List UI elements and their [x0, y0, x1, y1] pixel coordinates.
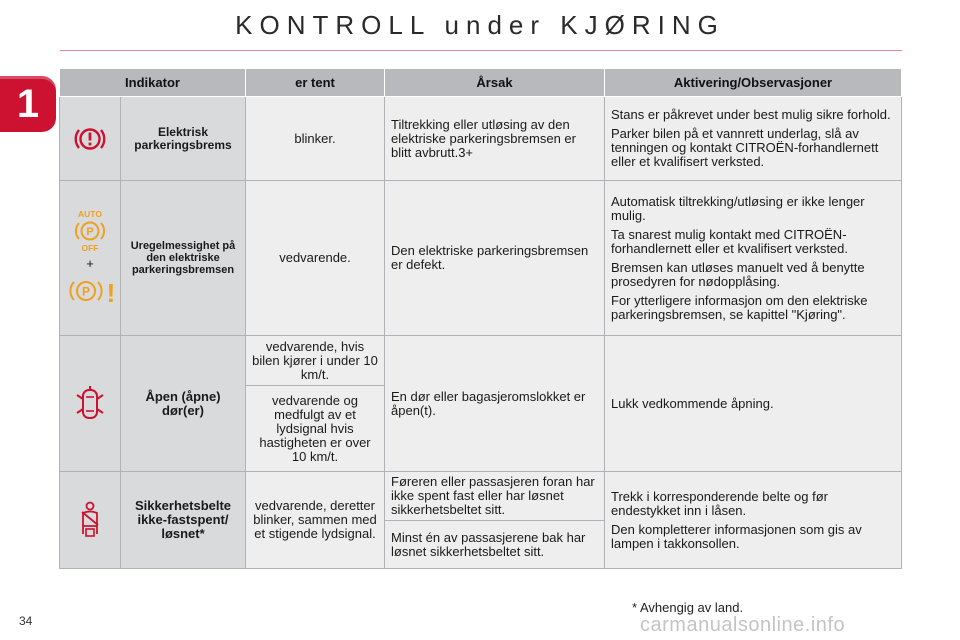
table-row: [60, 336, 902, 386]
door-open-icon: [75, 395, 105, 410]
indicator-lit: vedvarende.: [246, 181, 385, 336]
note-paragraph: Den kompletterer informasjonen som gis av lampen i takkonsollen.: [611, 521, 862, 551]
exclamation-mark: !: [106, 278, 116, 307]
indicator-name: Åpen (åpne) dør(er): [121, 336, 246, 472]
table-row: [60, 472, 902, 521]
indicator-notes: [605, 336, 902, 472]
plus-sign: +: [86, 256, 94, 271]
indicator-lit: vedvarende, deretter blinker, sammen med et stigende lydsignal.: [246, 472, 385, 569]
auto-p-off-icon: [66, 209, 114, 253]
parking-brake-fault-icon: [66, 275, 114, 307]
note-paragraph: Ta snarest mulig kontakt med CITROËN-forhandlernett eller et kvalifisert verksted.: [611, 226, 848, 256]
indicator-notes: [605, 181, 902, 336]
table-header-row: [60, 69, 902, 97]
note-paragraph: Stans er påkrevet under best mulig sikre forhold.: [611, 107, 891, 122]
indicator-icon-cell: [60, 97, 121, 181]
indicator-notes: [605, 97, 902, 181]
seatbelt-icon: [77, 511, 103, 526]
indicator-cause: Føreren eller passasjeren foran har ikke spent fast eller har løsnet sikkerhetsbeltet sitt.: [385, 472, 605, 521]
watermark: carmanualsonline.info: [640, 614, 846, 636]
page-number: 34: [19, 614, 33, 628]
chapter-tab: 1: [0, 76, 56, 132]
p-letter: P: [81, 284, 91, 299]
brake-warning-icon: [73, 130, 107, 145]
table-row: [60, 97, 902, 181]
off-label: OFF: [81, 243, 99, 253]
header-arsak: Årsak: [385, 69, 605, 97]
header-aktivering: Aktivering/Observasjoner: [605, 69, 902, 97]
footnote: * Avhengig av land.: [632, 600, 744, 615]
note-paragraph: Lukk vedkommende åpning.: [611, 395, 774, 411]
indicator-icon-cell: [60, 336, 121, 472]
indicator-icon-cell: [60, 181, 121, 336]
note-paragraph: Trekk i korresponderende belte og før endestykket inn i låsen.: [611, 488, 829, 518]
header-indikator: Indikator: [60, 69, 246, 97]
indicator-table: [59, 68, 902, 569]
auto-label: AUTO: [78, 209, 102, 219]
indicator-lit: blinker.: [246, 97, 385, 181]
note-paragraph: Automatisk tiltrekking/utløsing er ikke lenger mulig.: [611, 193, 865, 223]
table-row: [60, 181, 902, 336]
indicator-cause: Tiltrekking eller utløsing av den elektriske parkeringsbremsen er blitt avbrutt.3+: [385, 97, 605, 181]
indicator-icon-cell: [60, 472, 121, 569]
indicator-name: Elektrisk parkeringsbrems: [121, 97, 246, 181]
page-title: KONTROLL under KJØRING: [235, 10, 725, 40]
indicator-cause: Minst én av passasjerene bak har løsnet sikkerhetsbeltet sitt.: [385, 521, 605, 569]
indicator-lit: vedvarende, hvis bilen kjører i under 10 km/t.: [246, 336, 385, 386]
indicator-name: Uregelmessighet på den elektriske parkeringsbremsen: [121, 181, 246, 336]
title-divider: [60, 50, 902, 51]
indicator-lit: vedvarende og medfulgt av et lydsignal hvis hastigheten er over 10 km/t.: [246, 386, 385, 472]
note-paragraph: Parker bilen på et vannrett underlag, slå av tenningen og kontakt CITROËN-forhandlernett eller et kvalifisert verksted.: [611, 126, 879, 169]
indicator-cause: En dør eller bagasjeromslokket er åpen(t).: [385, 336, 605, 472]
note-paragraph: For ytterligere informasjon om den elektriske parkeringsbremsen, se kapittel "Kjøring".: [611, 292, 868, 322]
p-letter: P: [86, 226, 94, 238]
header-er-tent: er tent: [246, 69, 385, 97]
indicator-cause: Den elektriske parkeringsbremsen er defekt.: [385, 181, 605, 336]
indicator-name: Sikkerhetsbelte ikke-fastspent/ løsnet*: [121, 472, 246, 569]
note-paragraph: Bremsen kan utløses manuelt ved å benytte prosedyren for nødopplåsing.: [611, 259, 865, 289]
indicator-notes: [605, 472, 902, 569]
